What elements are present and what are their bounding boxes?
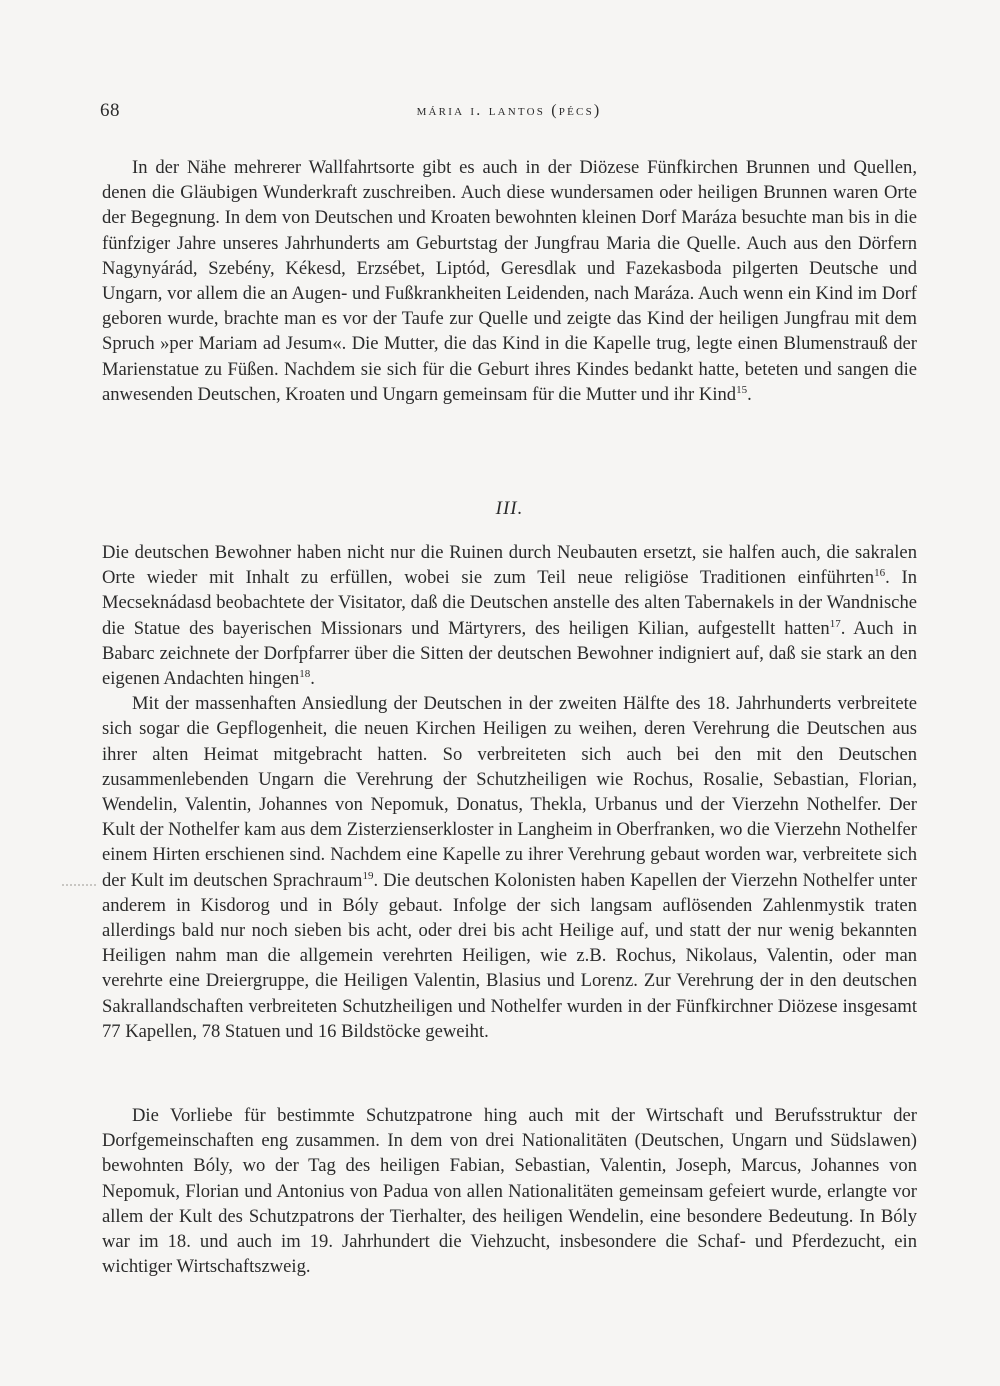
paragraph-text: . In Mecseknádasd beobachtete der Visitator, daß die Deutschen anstelle des alten Tabernakels in der Wandnische die Statue des bayerischen Missionars und Märtyrers, des heiligen Kilian, aufgestellt hatten [102, 567, 917, 639]
section-heading: III. [495, 498, 524, 519]
paragraph-text: . [747, 383, 752, 405]
footnote-ref: 19 [362, 869, 374, 882]
paragraph [102, 155, 917, 407]
paragraph-text: Die deutschen Bewohner haben nicht nur die Ruinen durch Neubauten ersetzt, sie halfen auch, die sakralen Orte wieder mit Inhalt zu erfüllen, wobei sie zum Teil neue religiöse Traditionen einführten [102, 542, 917, 589]
footnote-ref: 17 [829, 617, 841, 630]
paragraph-text: Mit der massenhaften Ansiedlung der Deutschen in der zweiten Hälfte des 18. Jahrhunderts verbreitete sich sogar die Gepflogenheit, die neuen Kirchen Heiligen zu weihen, deren Verehrung die Deutschen aus ihrer alten Heimat mitgebracht hatten. So verbreiteten sich auch bei den mit den Deutschen zusammenlebenden Ungarn die Verehrung der Schutzheiligen wie Rochus, Rosalie, Sebastian, Florian, Wendelin, Valentin, Johannes von Nepomuk, Donatus, Thekla, Urbanus und der Vierzehn Nothelfer. Der Kult der Nothelfer kam aus dem Zisterzienserkloster in Langheim in Oberfranken, wo die Vierzehn Nothelfer einem Hirten erschienen sind. Nachdem eine Kapelle zu ihrer Verehrung gebaut worden war, verbreitete sich der Kult im deutschen Sprachraum [102, 693, 917, 891]
paragraph-text: Die Vorliebe für bestimmte Schutzpatrone hing auch mit der Wirtschaft und Berufsstruktur der Dorfgemeinschaften eng zusammen. In dem von drei Nationalitäten (Deutschen, Ungarn und Südslawen) bewohnten Bóly, wo der Tag des heiligen Fabian, Sebastian, Valentin, Joseph, Marcus, Johannes von Nepomuk, Florian und Antonius von Padua von allen Nationalitäten gemeinsam gefeiert wurde, erlangte vor allem der Kult des Schutzpatrons der Tierhalter, des heiligen Wendelin, eine besondere Bedeutung. In Bóly war im 18. und auch im 19. Jahrhundert die Viehzucht, insbesondere die Schaf- und Pferdezucht, ein wichtiger Wirtschaftszweig. [102, 1105, 917, 1278]
paragraph-text: . [310, 668, 315, 690]
paragraph-text: . Die deutschen Kolonisten haben Kapellen der Vierzehn Nothelfer unter anderem in Kisdorog und in Bóly gebaut. Infolge der sich langsam auflösenden Zahlenmystik traten allerdings bald nur noch sieben bis acht, oder drei bis acht Heilige auf, und statt der nur wenig bekannten Heiligen nahm man die allgemein verehrten Heiligen, wie z.B. Rochus, Nikolaus, Valentin, oder man verehrte eine Dreiergruppe, die Heiligen Valentin, Blasius und Lorenz. Zur Verehrung der in den deutschen Sakrallandschaften verbreiteten Schutzheiligen und Nothelfer wurden in der Fünfkirchner Diözese insgesamt 77 Kapellen, 78 Statuen und 16 Bildstöcke geweiht. [102, 869, 917, 1042]
page-number: 68 [100, 100, 120, 121]
footnote-ref: 16 [874, 567, 886, 580]
paragraph-text: . Auch in Babarc zeichnete der Dorfpfarrer über die Sitten der deutschen Bewohner indigniert auf, daß sie stark an den eigenen Andachten hingen [102, 617, 918, 690]
text-block-1 [102, 155, 917, 407]
margin-scan-mark [62, 884, 96, 888]
page-header [100, 100, 918, 130]
paragraph [102, 1103, 917, 1279]
text-block-2 [102, 540, 917, 1044]
paragraph-text: In der Nähe mehrerer Wallfahrtsorte gibt es auch in der Diözese Fünfkirchen Brunnen und Quellen, denen die Gläubigen Wunderkraft zuschreiben. Auch diese wundersamen oder heiligen Brunnen waren Orte der Begegnung. In dem von Deutschen und Kroaten bewohnten kleinen Dorf Maráza besuchte man bis in die fünfziger Jahre unseres Jahrhunderts am Geburtstag der Jungfrau Maria die Quelle. Auch aus den Dörfern Nagynyárád, Szebény, Kékesd, Erzsébet, Liptód, Geresdlak und Fazekasboda pilgerten Deutsche und Ungarn, vor allem die an Augen- und Fußkrankheiten Leidenden, nach Maráza. Auch wenn ein Kind im Dorf geboren wurde, brachte man es vor der Taufe zur Quelle und zeigte das Kind der heiligen Jungfrau mit dem Spruch »per Mariam ad Jesum«. Die Mutter, die das Kind in die Kapelle trug, legte einen Blumenstrauß der Marienstatue zu Füßen. Nachdem sie sich für die Geburt ihres Kindes bedankt hatte, beteten und sangen die anwesenden Deutschen, Kroaten und Ungarn gemeinsam für die Mutter und ihr Kind [102, 157, 917, 405]
footnote-ref: 15 [736, 383, 748, 396]
running-head: mária i. lantos (pécs) [416, 102, 602, 119]
paragraph [102, 691, 917, 1044]
footnote-ref: 18 [299, 667, 311, 680]
paragraph [102, 540, 917, 691]
text-block-3 [102, 1103, 917, 1279]
